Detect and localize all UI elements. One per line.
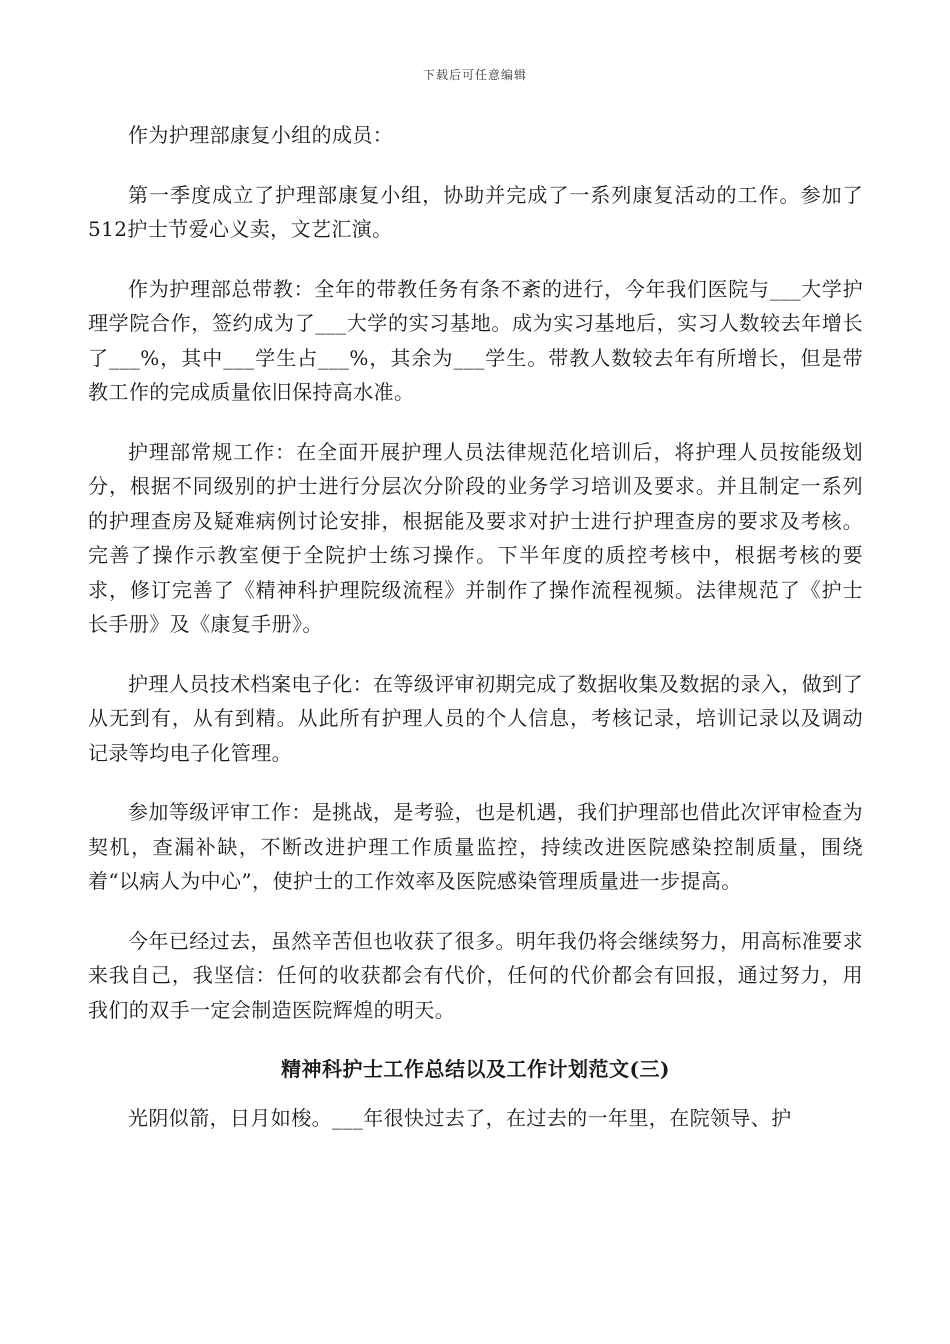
header-note: 下载后可任意编辑 <box>422 68 527 82</box>
paragraph-grade-review: 参加等级评审工作：是挑战，是考验，也是机遇，我们护理部也借此次评审检查为契机，查漏补缺，不断改进护理工作质量监控，持续改进医院感染控制质量，围绕着“以病人为中心”，使护士的工作效率及医院感染管理质量进一步提高。 <box>88 800 863 893</box>
paragraph-rehab-group: 第一季度成立了护理部康复小组，协助并完成了一系列康复活动的工作。参加了512护士节爱心义卖，文艺汇演。 <box>88 182 863 241</box>
paragraph-rehab-member: 作为护理部康复小组的成员： <box>128 123 394 147</box>
section-title: 精神科护士工作总结以及工作计划范文(三) <box>281 1057 670 1081</box>
paragraph-section-start: 光阴似箭，日月如梭。___年很快过去了，在过去的一年里，在院领导、护 <box>128 1106 792 1130</box>
paragraph-teaching: 作为护理部总带教：全年的带教任务有条不紊的进行，今年我们医院与___大学护理学院合作，签约成为了___大学的实习基地。成为实习基地后，实习人数较去年增长了___%，其中___学生占___%，其余为___学生。带教人数较去年有所增长，但是带教工作的完成质量依旧保持高水准。 <box>88 276 863 404</box>
paragraph-digital-archive: 护理人员技术档案电子化：在等级评审初期完成了数据收集及数据的录入，做到了从无到有，从有到精。从此所有护理人员的个人信息，考核记录，培训记录以及调动记录等均电子化管理。 <box>88 671 863 765</box>
paragraph-routine-work: 护理部常规工作：在全面开展护理人员法律规范化培训后，将护理人员按能级划分，根据不同级别的护士进行分层次分阶段的业务学习培训及要求。并且制定一系列的护理查房及疑难病例讨论安排，根据能及要求对护士进行护理查房的要求及考核。完善了操作示教室便于全院护士练习操作。下半年度的质控考核中，根据考核的要求，修订完善了《精神科护理院级流程》并制作了操作流程视频。法律规范了《护士长手册》及《康复手册》。 <box>88 439 863 636</box>
document-body <box>88 118 863 1161</box>
paragraph-conclusion: 今年已经过去，虽然辛苦但也收获了很多。明年我仍将会继续努力，用高标准要求来我自己，我坚信：任何的收获都会有代价，任何的代价都会有回报，通过努力，用我们的双手一定会制造医院辉煌的明天。 <box>88 928 863 1022</box>
